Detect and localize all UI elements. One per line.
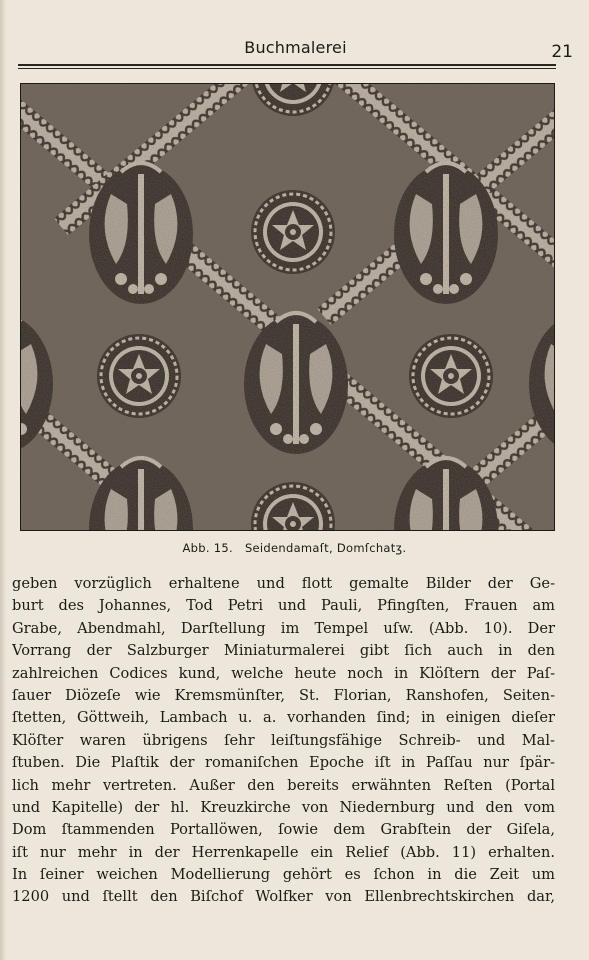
body-text: [12, 573, 555, 909]
text-line: burt des Johannes, Tod Petri und Pauli, Pfingſten, Frauen am: [12, 597, 555, 615]
text-line: Klöſter waren übrigens ſehr leiſtungsfähige Schreib- und Mal-: [12, 731, 555, 749]
text-line: ſauer Diözeſe wie Kremsmünſter, St. Florian, Ranshofen, Seiten-: [12, 686, 555, 704]
text-line: iſt nur mehr in der Herrenkapelle ein Relief (Abb. 11) erhalten.: [12, 843, 555, 861]
text-line: ſtetten, Göttweih, Lambach u. a. vorhanden ſind; in einigen dieſer: [12, 709, 555, 727]
running-title: Buchmalerei: [244, 38, 347, 57]
text-line: Dom ſtammenden Portallöwen, ſowie dem Grabſtein der Giſela,: [12, 821, 555, 839]
page-number: 21: [551, 42, 573, 62]
text-line: Vorrang der Salzburger Miniaturmalerei gibt ſich auch in den: [12, 642, 555, 660]
text-line: ſtuben. Die Plaſtik der romaniſchen Epoche iſt in Paſſau nur ſpär-: [12, 754, 555, 772]
caption-text: Seidendamaſt, Domſchatʒ.: [244, 541, 407, 555]
text-line: und Kapitelle) der hl. Kreuzkirche von Niedernburg und den vom: [12, 798, 555, 816]
silk-damask-pattern-icon: [21, 84, 554, 530]
text-line: zahlreichen Codices kund, welche heute noch in Klöſtern der Paſ-: [12, 664, 555, 682]
header-rule: [18, 64, 556, 69]
page-edge-shadow: [0, 0, 6, 960]
text-line: Grabe, Abendmahl, Darſtellung im Tempel uſw. (Abb. 10). Der: [12, 619, 555, 637]
text-line: geben vorzüglich erhaltene und flott gemalte Bilder der Ge-: [12, 575, 555, 592]
figure-silk-damask: [20, 83, 555, 531]
text-line: In ſeiner weichen Modellierung gehört es ſchon in die Zeit um: [12, 866, 555, 884]
running-head: [18, 38, 573, 64]
text-line: lich mehr vertreten. Außer den bereits erwähnten Reſten (Portal: [12, 776, 555, 794]
figure-caption: [0, 541, 589, 555]
caption-label: Abb. 15.: [182, 541, 233, 555]
text-line: 1200 und ſtellt den Biſchof Wolfker von Ellenbrechtskirchen dar,: [12, 888, 555, 906]
